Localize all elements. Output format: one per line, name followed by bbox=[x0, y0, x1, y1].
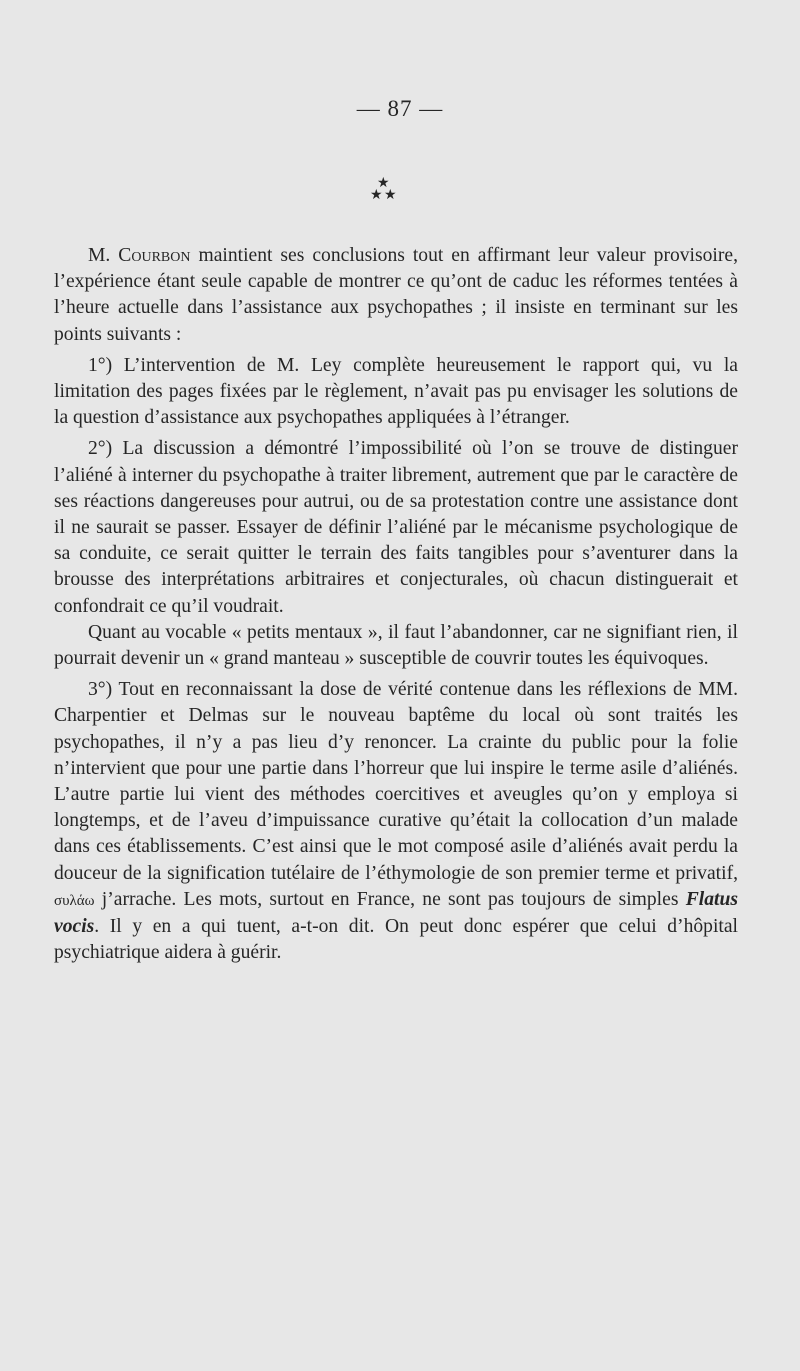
asterism-separator bbox=[364, 170, 404, 206]
page-number: — 87 — bbox=[356, 96, 444, 121]
author-name: Courbon bbox=[118, 245, 191, 266]
paragraph-text: 3°) Tout en reconnaissant la dose de vérité contenue dans les réflexions de MM. Charpentier et Delmas sur le nouveau baptême du local où sont traités les psychopathes, il n’y a pas lieu d’y renoncer. La crainte du public pour la folie n’intervient que pour une partie dans l’horreur que lui inspire le terme asile d’aliénés. L’autre partie lui vient des méthodes coercitives et aveugles qu’on y employa si longtemps, et de l’aveu d’impuissance curative qu’était la collocation d’un malade dans ces établissements. C’est ainsi que le mot composé asile d’aliénés avait perdu la douceur de la signification tutélaire de l’éthymologie de son premier terme et privatif, bbox=[54, 679, 738, 884]
paragraph-text: maintient ses conclusions tout en affirmant leur valeur provisoire, l’expérience étant seule capable de montrer ce qu’ont de caduc les réformes tentées à l’heure actuelle dans l’assistance aux psychopathes ; il insiste en terminant sur les points suivants : bbox=[54, 245, 738, 345]
body-text bbox=[54, 243, 738, 966]
star-icon: ★ bbox=[377, 175, 390, 191]
paragraph-lead-prefix: M. bbox=[88, 245, 119, 266]
paragraph-point-2: 2°) La discussion a démontré l’impossibilité où l’on se trouve de distinguer l’aliéné à interner du psychopathe à traiter librement, autrement que par le caractère de ses réactions dangereuses pour autrui, ou de sa protestation contre une assistance dont il ne saurait se passer. Essayer de définir l’aliéné par le mécanisme psychologique de sa conduite, ce serait quitter le terrain des faits tangibles pour s’aventurer dans la brousse des interprétations arbitraires et conjecturales, où chacun distinguerait et confondrait ce qu’il voudrait. bbox=[54, 438, 738, 617]
greek-word: συλάω bbox=[54, 892, 95, 909]
star-icon: ★ bbox=[370, 187, 383, 203]
paragraph-text: j’arrache. Les mots, surtout en France, ne sont pas toujours de simples bbox=[94, 888, 686, 910]
latin-phrase: Flatus vocis bbox=[54, 888, 738, 938]
paragraph-courbon bbox=[54, 243, 738, 348]
star-icon: ★ bbox=[384, 187, 397, 203]
paragraph-petits-mentaux: Quant au vocable « petits mentaux », il faut l’abandonner, car ne signifiant rien, il pourrait devenir un « grand manteau » susceptible de couvrir toutes les équivoques. bbox=[54, 621, 738, 670]
paragraph-text: . Il y en a qui tuent, a-t-on dit. On peut donc espérer que celui d’hôpital psychiatrique aidera à guérir. bbox=[54, 916, 738, 964]
paragraph-point-3 bbox=[54, 677, 738, 966]
paragraph-point-1: 1°) L’intervention de M. Ley complète heureusement le rapport qui, vu la limitation des pages fixées par le règlement, n’avait pas pu envisager les solutions de la question d’assistance aux psychopathes appliquées à l’étranger. bbox=[54, 354, 738, 429]
